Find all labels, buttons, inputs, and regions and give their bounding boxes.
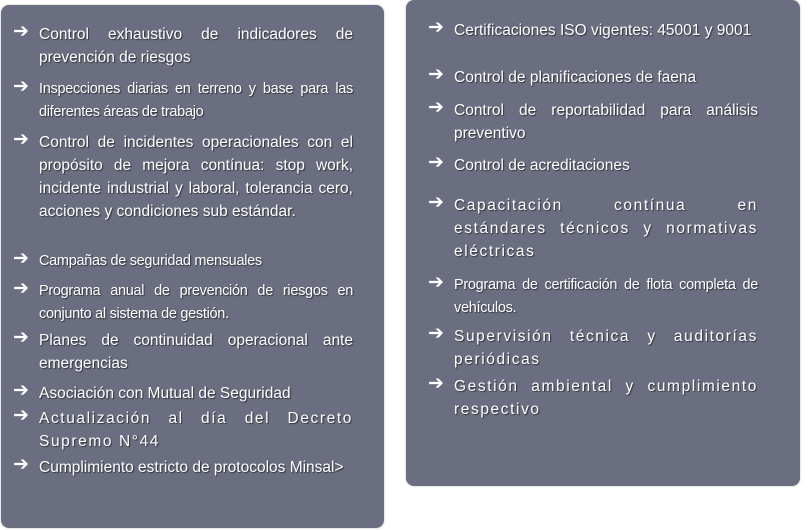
arrow-right-icon: ➔	[428, 152, 444, 173]
arrow-right-icon: ➔	[428, 97, 444, 118]
list-item	[428, 154, 758, 177]
list-item	[428, 274, 758, 320]
arrow-right-icon: ➔	[428, 272, 444, 293]
list-item-text: Control de planificaciones de faena	[454, 69, 697, 86]
list-item-text: Campañas de seguridad mensuales	[39, 253, 262, 269]
list-item	[428, 99, 758, 145]
list-item-text: Programa anual de prevención de riesgos en conjunto al sistema de gestión.	[39, 283, 353, 322]
arrow-right-icon: ➔	[428, 192, 444, 213]
list-item-text: Inspecciones diarias en terreno y base para las diferentes áreas de trabajo	[39, 81, 353, 120]
arrow-right-icon: ➔	[13, 129, 29, 150]
list-item	[13, 456, 353, 479]
list-item-text: Control de incidentes operacionales con el propósito de mejora contínua: stop work, incidente industrial y laboral, tolerancia cero, acciones y condiciones sub estándar.	[39, 134, 353, 220]
arrow-right-icon: ➔	[428, 17, 444, 38]
arrow-right-icon: ➔	[428, 373, 444, 394]
arrow-right-icon: ➔	[13, 248, 29, 269]
list-item	[13, 23, 353, 69]
list-item-text: Certificaciones ISO vigentes: 45001 y 9001	[454, 22, 752, 39]
list-item	[13, 78, 353, 124]
list-item-text: Supervisión técnica y auditorías periódicas	[454, 328, 758, 368]
list-item-text: Control exhaustivo de indicadores de prevención de riesgos	[39, 26, 353, 66]
list-item-text: Control de acreditaciones	[454, 157, 630, 174]
list-item-text: Planes de continuidad operacional ante emergencias	[39, 332, 353, 372]
list-item	[13, 280, 353, 326]
arrow-right-icon: ➔	[13, 76, 29, 97]
arrow-right-icon: ➔	[13, 278, 29, 299]
list-item	[428, 19, 758, 42]
arrow-right-icon: ➔	[13, 327, 29, 348]
arrow-right-icon: ➔	[13, 405, 29, 426]
list-item-text: Capacitación contínua en estándares técnicos y normativas eléctricas	[454, 197, 758, 260]
list-item	[13, 131, 353, 223]
list-item	[13, 329, 353, 375]
arrow-right-icon: ➔	[428, 64, 444, 85]
list-item-text: Asociación con Mutual de Seguridad	[39, 385, 291, 402]
arrow-right-icon: ➔	[428, 323, 444, 344]
list-item	[13, 382, 353, 405]
arrow-right-icon: ➔	[13, 21, 29, 42]
arrow-right-icon: ➔	[13, 454, 29, 475]
right-feature-panel	[406, 0, 800, 486]
list-item-text: Gestión ambiental y cumplimiento respectivo	[454, 378, 758, 418]
list-item-text: Control de reportabilidad para análisis preventivo	[454, 102, 758, 142]
list-item-text: Actualización al día del Decreto Supremo N°44	[39, 410, 353, 450]
list-item	[428, 194, 758, 263]
list-item	[13, 250, 353, 273]
list-item	[13, 407, 353, 453]
list-item	[428, 66, 758, 89]
arrow-right-icon: ➔	[13, 380, 29, 401]
list-item	[428, 325, 758, 371]
list-item-text: Programa de certificación de flota completa de vehículos.	[454, 277, 758, 316]
list-item-text: Cumplimiento estricto de protocolos Minsal>	[39, 459, 344, 476]
left-feature-panel	[1, 5, 384, 528]
list-item	[428, 375, 758, 421]
